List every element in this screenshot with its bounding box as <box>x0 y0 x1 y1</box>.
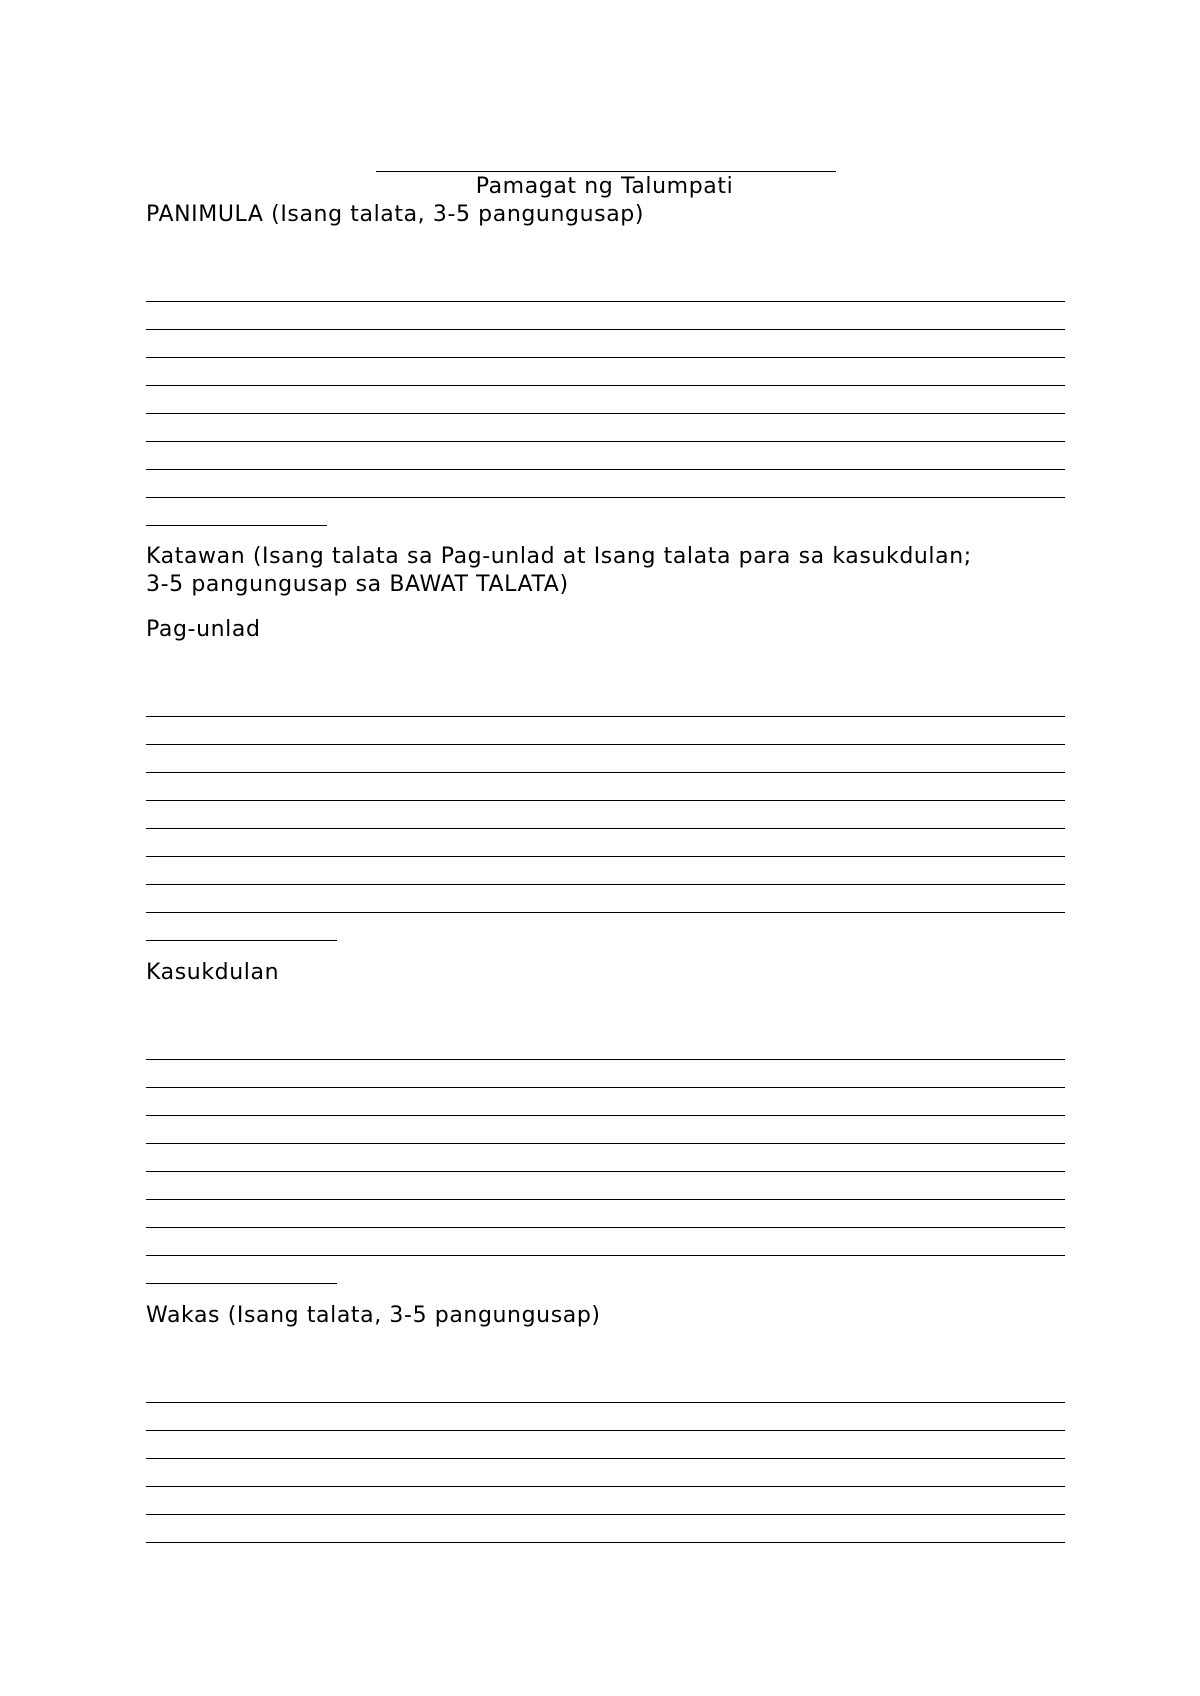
kasukdulan-heading: Kasukdulan <box>146 960 280 985</box>
writing-line <box>146 1171 1065 1172</box>
short-writing-line <box>146 1283 337 1284</box>
writing-line <box>146 1486 1065 1487</box>
writing-line <box>146 1542 1065 1543</box>
writing-line <box>146 1199 1065 1200</box>
page-title: Pamagat ng Talumpati <box>475 174 734 199</box>
short-writing-line <box>146 525 327 526</box>
writing-line <box>146 800 1065 801</box>
writing-line <box>146 497 1065 498</box>
writing-line <box>146 1143 1065 1144</box>
writing-line <box>146 441 1065 442</box>
katawan-heading-line-1: Katawan (Isang talata sa Pag-unlad at Isang talata para sa kasukdulan; <box>146 544 972 569</box>
writing-line <box>146 385 1065 386</box>
wakas-heading: Wakas (Isang talata, 3-5 pangungusap) <box>146 1303 601 1328</box>
writing-line <box>146 1430 1065 1431</box>
writing-line <box>146 912 1065 913</box>
writing-line <box>146 469 1065 470</box>
writing-line <box>146 1227 1065 1228</box>
katawan-heading-line-2: 3-5 pangungusap sa BAWAT TALATA) <box>146 572 569 597</box>
writing-line <box>146 301 1065 302</box>
pag-unlad-heading: Pag-unlad <box>146 617 261 642</box>
writing-line <box>146 413 1065 414</box>
writing-line <box>146 1402 1065 1403</box>
writing-line <box>146 828 1065 829</box>
writing-line <box>146 1255 1065 1256</box>
writing-line <box>146 716 1065 717</box>
writing-line <box>146 1059 1065 1060</box>
writing-line <box>146 856 1065 857</box>
panimula-heading: PANIMULA (Isang talata, 3-5 pangungusap) <box>146 202 645 227</box>
writing-line <box>146 1087 1065 1088</box>
writing-line <box>146 329 1065 330</box>
short-writing-line <box>146 940 337 941</box>
writing-line <box>146 357 1065 358</box>
writing-line <box>146 1458 1065 1459</box>
writing-line <box>146 772 1065 773</box>
title-blank-line <box>376 171 836 172</box>
writing-line <box>146 1115 1065 1116</box>
writing-line <box>146 1514 1065 1515</box>
writing-line <box>146 884 1065 885</box>
writing-line <box>146 744 1065 745</box>
